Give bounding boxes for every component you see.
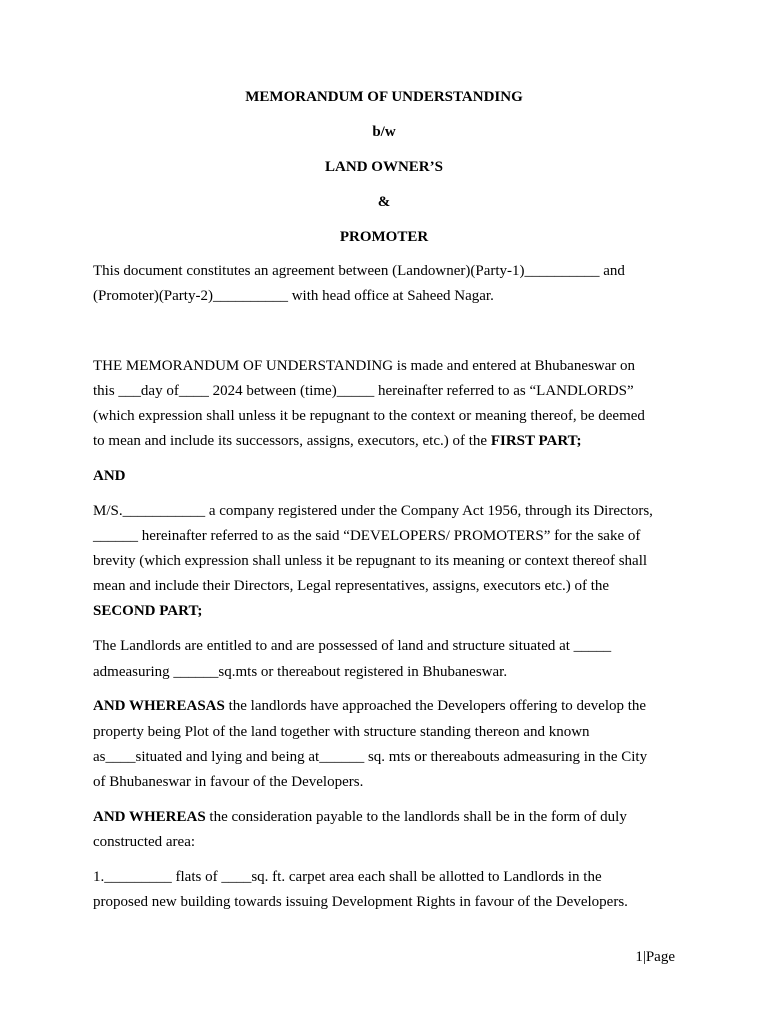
whereas-paragraph-line (93, 808, 627, 826)
mou-paragraph-text: to mean and include its successors, assigns, executors, etc.) of the (93, 433, 491, 449)
whereas-text: the consideration payable to the landlords shall be in the form of duly (205, 809, 627, 825)
mou-paragraph-line: (which expression shall unless it be repugnant to the context or meaning thereof, be deemed (93, 408, 645, 424)
whereasas-paragraph-line: as____situated and lying and being at______ sq. mts or thereabouts admeasuring in the City (93, 749, 648, 765)
company-paragraph-line: ______ hereinafter referred to as the said “DEVELOPERS/ PROMOTERS” for the sake of (93, 528, 641, 544)
list-item-line: 1._________ flats of ____sq. ft. carpet area each shall be allotted to Landlords in the (93, 869, 602, 885)
landlords-paragraph-line: admeasuring ______sq.mts or thereabout registered in Bhubaneswar. (93, 664, 508, 680)
mou-paragraph-line (93, 432, 582, 450)
whereasas-label: AND WHEREASAS (93, 698, 225, 714)
first-part-label: FIRST PART; (490, 433, 582, 449)
mou-paragraph-line: THE MEMORANDUM OF UNDERSTANDING is made and entered at Bhubaneswar on (93, 358, 636, 374)
list-item-line: proposed new building towards issuing Development Rights in favour of the Developers. (93, 894, 628, 910)
whereasas-text: the landlords have approached the Developers offering to develop the (224, 698, 647, 714)
whereas-paragraph-line: constructed area: (93, 834, 196, 850)
whereasas-paragraph-line (93, 697, 646, 715)
ampersand-heading: & (377, 194, 391, 210)
document-title: MEMORANDUM OF UNDERSTANDING (245, 89, 523, 105)
company-paragraph-line: mean and include their Directors, Legal representatives, assigns, executors etc.) of the (93, 578, 610, 594)
whereasas-paragraph-line: property being Plot of the land together with structure standing thereon and known (93, 724, 590, 740)
intro-line: (Promoter)(Party-2)__________ with head office at Saheed Nagar. (93, 288, 494, 304)
second-part-label: SECOND PART; (93, 603, 203, 619)
and-label: AND (93, 468, 126, 484)
page-number: 1|Page (635, 949, 675, 965)
intro-line: This document constitutes an agreement between (Landowner)(Party-1)__________ and (93, 263, 625, 279)
land-owners-heading: LAND OWNER’S (325, 159, 443, 175)
promoter-heading: PROMOTER (339, 229, 429, 245)
between-label: b/w (372, 124, 396, 140)
landlords-paragraph-line: The Landlords are entitled to and are possessed of land and structure situated at _____ (93, 638, 612, 654)
company-paragraph-line: brevity (which expression shall unless it be repugnant to its meaning or context thereof shall (93, 553, 648, 569)
company-paragraph-line: M/S.___________ a company registered under the Company Act 1956, through its Directors, (93, 503, 653, 519)
mou-paragraph-line: this ___day of____ 2024 between (time)_____ hereinafter referred to as “LANDLORDS” (93, 383, 634, 399)
whereasas-paragraph-line: of Bhubaneswar in favour of the Developers. (93, 774, 364, 790)
whereas-label: AND WHEREAS (93, 809, 206, 825)
